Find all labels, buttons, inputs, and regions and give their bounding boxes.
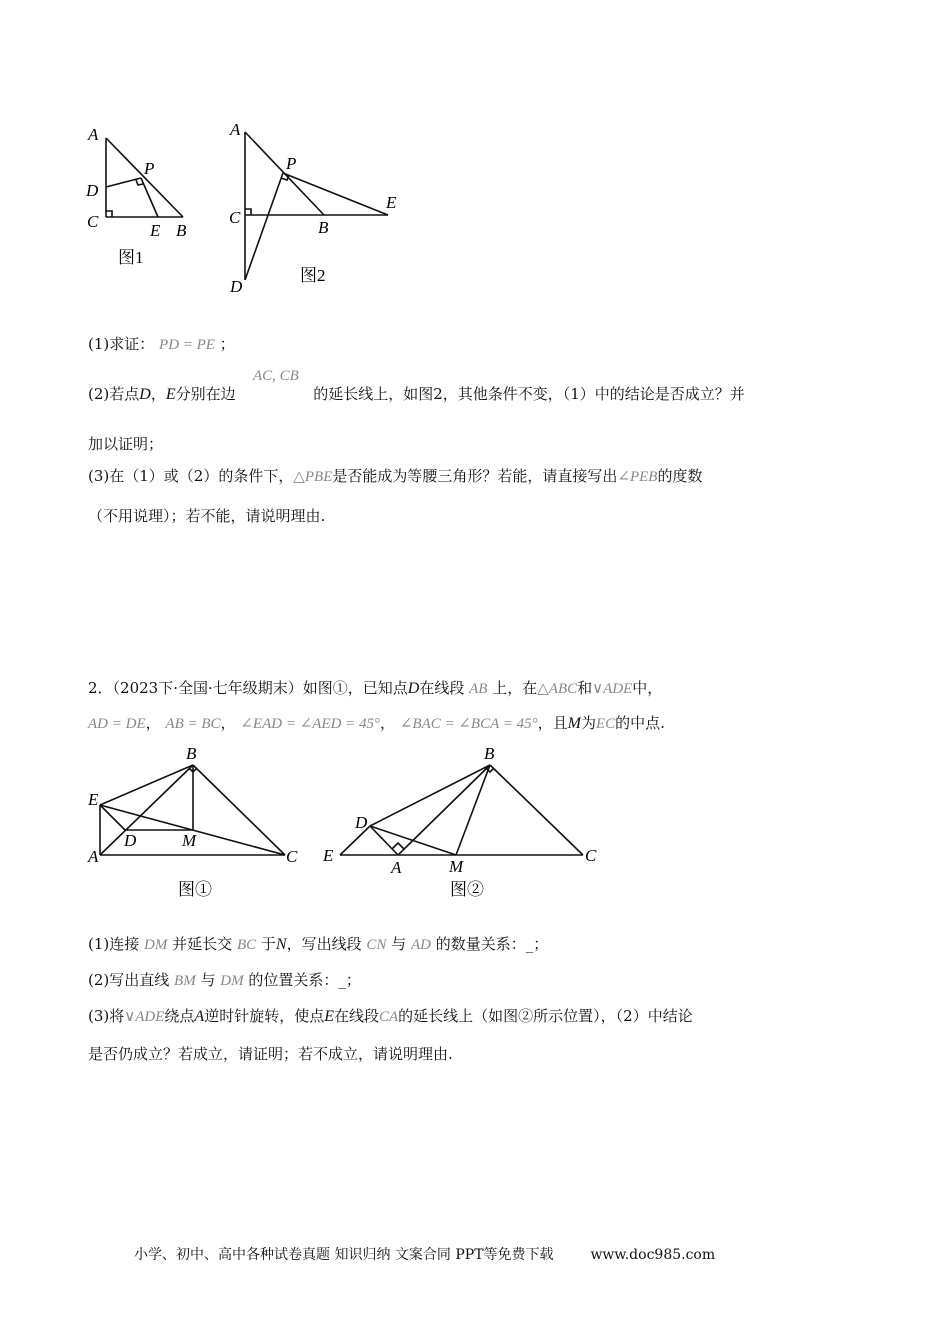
label-C: C	[286, 847, 298, 866]
label-C: C	[87, 212, 99, 231]
label-B: B	[318, 218, 329, 237]
math-pd-pe: PD = PE	[159, 337, 215, 353]
footer-site-link[interactable]: www.doc985.com	[590, 1247, 716, 1263]
label-E: E	[386, 193, 397, 212]
label-E: E	[150, 221, 161, 240]
q2-part1: (1)连接 DM 并延长交 BC 于N，写出线段 CN 与 AD 的数量关系：_；	[88, 935, 549, 953]
q2-line2: AD = DE， AB = BC， ∠EAD = ∠AED = 45°， ∠BAC = ∠BCA = 45°，且M为EC的中点.	[88, 714, 665, 732]
label-C: C	[229, 208, 241, 227]
footer-text: 小学、初中、高中各种试卷真题 知识归纳 文案合同 PPT等免费下载	[134, 1247, 554, 1263]
label-D: D	[86, 181, 99, 200]
q1-part1: (1)求证： PD = PE ；	[88, 335, 235, 353]
q2-line1: 2．（2023下·全国·七年级期末）如图①，已知点D在线段 AB 上，在△ABC和∨ADE中，	[88, 679, 663, 697]
figure-2-caption: 图2	[300, 266, 326, 285]
figure-1	[80, 120, 210, 270]
label-P: P	[286, 154, 297, 173]
q2-part2: (2)写出直线 BM 与 DM 的位置关系：_；	[88, 971, 361, 989]
label-E: E	[88, 790, 99, 809]
q1-part2: (2)若点D，E分别在边 的延长线上，如图2，其他条件不变，（1）中的结论是否成立？并	[88, 385, 745, 403]
label-D: D	[355, 813, 368, 832]
figure-2	[220, 115, 410, 300]
label-A: A	[88, 847, 99, 866]
label-D: D	[230, 277, 243, 296]
figure-q2-1	[80, 740, 310, 905]
label-A: A	[88, 125, 99, 144]
q2-part3: (3)将∨ADE绕点A逆时针旋转，使点E在线段CA的延长线上（如图②所示位置），（2）中结论	[88, 1007, 693, 1025]
math-ac-cb: AC, CB	[253, 368, 299, 384]
label-B: B	[186, 744, 197, 763]
label-M: M	[449, 857, 464, 876]
label-P: P	[144, 159, 155, 178]
math-angle-peb: ∠PEB	[617, 469, 658, 485]
figure-q2-1-caption: 图①	[178, 880, 212, 899]
label-B: B	[484, 744, 495, 763]
q1-part2-line2: 加以证明；	[88, 435, 164, 453]
math-triangle-pbe: △PBE	[293, 469, 333, 485]
figure-q2-2	[318, 740, 608, 905]
label-D: D	[124, 831, 137, 850]
label-A: A	[230, 120, 241, 139]
label-M: M	[182, 831, 197, 850]
label-B: B	[176, 221, 187, 240]
label-C: C	[585, 846, 597, 865]
footer	[134, 1244, 719, 1264]
q2-part3-line2: 是否仍成立？若成立，请证明；若不成立，请说明理由.	[88, 1045, 453, 1063]
label-E: E	[323, 846, 334, 865]
label-A: A	[391, 858, 402, 877]
q1-part3-line2: （不用说理）；若不能，请说明理由.	[88, 507, 326, 525]
figure-q2-2-caption: 图②	[450, 880, 484, 899]
q1-part3: (3)在（1）或（2）的条件下，△PBE是否能成为等腰三角形？若能，请直接写出∠PEB的度数	[88, 467, 703, 485]
figure-1-caption: 图1	[118, 248, 144, 267]
